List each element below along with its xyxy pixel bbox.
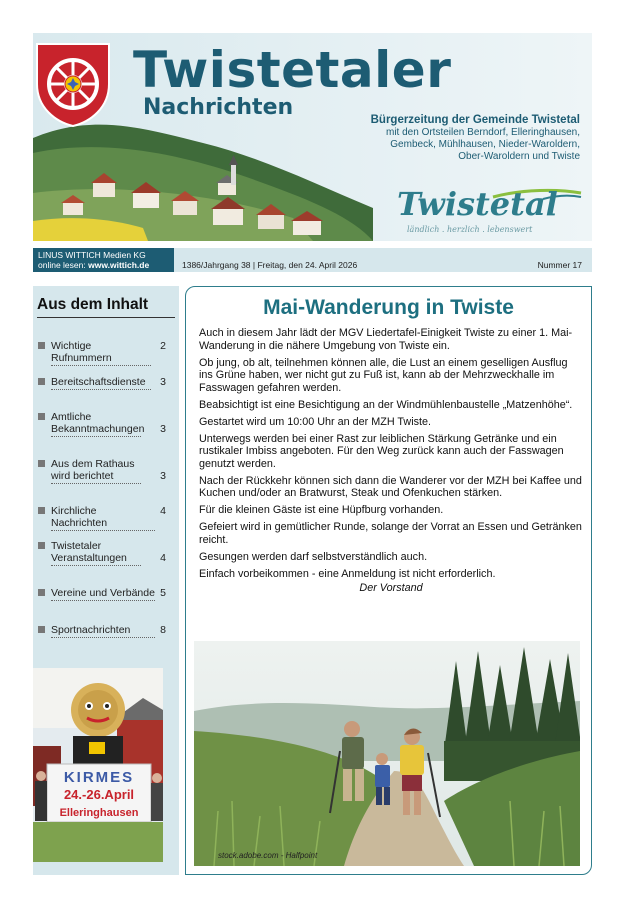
hiking-photo [194,641,580,866]
toc-item-page: 4 [160,552,166,564]
masthead-subtitle: Nachrichten [143,95,294,120]
online-read-line [38,260,169,270]
online-prefix: online lesen: [38,260,89,270]
article-paragraph: Gesungen werden darf selbstverständlich auch. [199,551,428,564]
issue-number: Nummer 17 [537,260,582,270]
tagline-line: Gembeck, Mühlhausen, Nieder-Waroldern, [390,139,580,150]
article-body [199,327,583,595]
article-signature: Der Vorstand [359,581,423,594]
coat-of-arms-icon [34,40,112,128]
article-paragraph: Für die kleinen Gäste ist eine Hüpfburg vorhanden. [199,504,444,517]
tagline-line: mit den Ortsteilen Berndorf, Elleringhausen, [386,127,580,138]
publisher-url-link[interactable]: www.wittich.de [88,260,150,270]
toc-item[interactable] [38,505,166,529]
toc-item-page: 4 [160,505,166,517]
toc-item[interactable] [38,624,166,638]
square-bullet-icon [38,413,45,420]
square-bullet-icon [38,507,45,514]
toc-item-page: 3 [160,423,166,435]
toc-item-label: Vereine und Verbände [51,587,155,599]
article-paragraph: Unterwegs werden bei einer Rast zur leiblichen Stärkung Getränke und ein rustikaler Imbiss angeboten. Für den Weg zurück kann auch der Fasswagen genutzt werden. [199,432,564,470]
article-paragraph: Nach der Rückkehr können sich dann die Wanderer vor der MZH bei Kaffee und Kuchen und/oder an Bratwurst, Steak und Ofenkuchen stärken. [199,474,582,500]
article-paragraph: Gefeiert wird in gemütlicher Runde, solange der Vorrat an Essen und Getränken reicht. [199,521,582,547]
toc-item[interactable] [38,587,166,601]
toc-title: Aus dem Inhalt [37,296,149,313]
toc-item[interactable] [38,376,166,390]
logo-claim: ländlich . herzlich . lebenswert [407,225,533,234]
square-bullet-icon [38,589,45,596]
table-of-contents [33,286,179,875]
toc-item-page: 3 [160,470,166,482]
article-paragraph: Einfach vorbeikommen - eine Anmeldung ist nicht erforderlich. [199,568,496,581]
toc-item[interactable] [38,340,166,364]
toc-item[interactable] [38,411,166,437]
kirmes-photo [33,668,163,862]
toc-item-page: 5 [160,587,166,599]
issue-meta [174,248,592,272]
publisher-box [33,248,174,272]
logo-wordmark: Twistetal [397,185,558,223]
sign-text-kirmes: KIRMES [63,769,135,786]
square-bullet-icon [38,378,45,385]
tagline-line: Ober-Waroldern und Twiste [458,151,580,162]
masthead [33,33,592,241]
toc-item-label: Wichtige Rufnummern [51,340,151,366]
article-paragraph: Ob jung, ob alt, teilnehmen können alle, die Lust an einem geselligen Ausflug ins Grüne haben, wer nicht gut zu Fuß ist, kann ab der Mehrzweckhalle im Fasswagen gefahren werden. [199,356,568,394]
masthead-title: Twistetaler [133,41,452,99]
toc-item-label: Kirchliche Nachrichten [51,505,155,531]
sign-text-village: Elleringhausen [59,807,139,819]
masthead-tagline [320,113,580,163]
toc-item-label: Sportnachrichten [51,624,155,638]
photo-credit: stock.adobe.com - Halfpoint [218,851,318,860]
toc-item[interactable] [38,540,166,566]
toc-item-label: Bereitschaftsdienste [51,376,151,390]
article-paragraph: Beabsichtigt ist eine Besichtigung an der Windmühlenbaustelle „Matzenhöhe“. [199,398,573,411]
toc-item-label: Amtliche Bekanntmachungen [51,411,145,435]
municipality-logo [393,185,583,237]
toc-item-page: 3 [160,376,166,388]
toc-item-label: Twistetaler Veranstaltungen [51,540,141,566]
square-bullet-icon [38,542,45,549]
publisher-name: LINUS WITTICH Medien KG [38,250,146,260]
sign-text-dates: 24.-26.April [63,787,135,802]
hiking-family-image [194,641,580,866]
square-bullet-icon [38,626,45,633]
toc-item-page: 2 [160,340,166,352]
lead-article [185,286,592,875]
toc-item-label: Aus dem Rathaus wird berichtet [51,458,141,484]
issue-date: 1386/Jahrgang 38 | Freitag, den 24. April 2026 [182,260,358,270]
square-bullet-icon [38,342,45,349]
issue-info-bar [33,248,592,272]
article-paragraph: Auch in diesem Jahr lädt der MGV Liedertafel-Einigkeit Twiste zu einer 1. Mai-Wanderung in die nähere Umgebung von Twiste ein. [199,327,573,352]
article-headline: Mai-Wanderung in Twiste [263,296,514,319]
toc-item-page: 8 [160,624,166,636]
toc-divider [37,317,175,318]
article-paragraph: Gestartet wird um 10:00 Uhr an der MZH Twiste. [199,415,432,428]
square-bullet-icon [38,460,45,467]
toc-item[interactable] [38,458,166,484]
tagline-main: Bürgerzeitung der Gemeinde Twistetal [370,114,580,126]
